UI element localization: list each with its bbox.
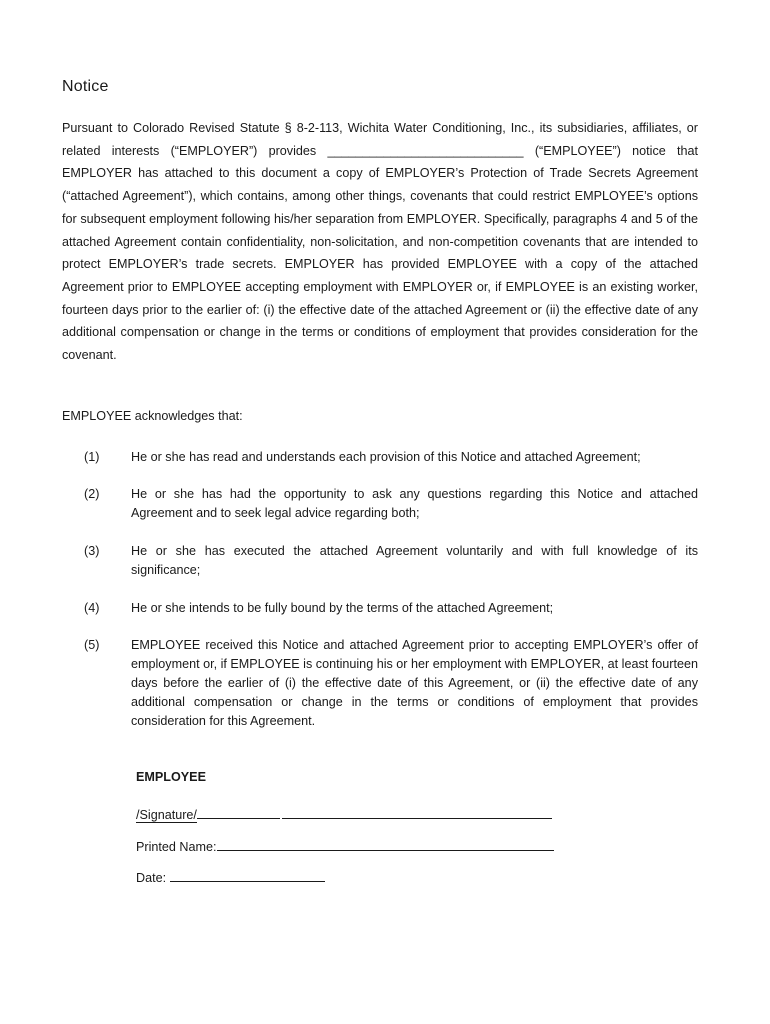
notice-paragraph-part1: Pursuant to Colorado Revised Statute § 8-2-113, Wichita Water Conditioning, Inc., its subsidiaries, affiliates, or related interests (“EMPLOYER”) provides — [62, 121, 698, 158]
list-item-number: (1) — [84, 450, 100, 464]
date-line[interactable] — [170, 869, 325, 882]
signature-line[interactable] — [282, 806, 552, 819]
notice-paragraph-part2: (“EMPLOYEE”) notice that EMPLOYER has attached to this document a copy of EMPLOYER’s Protection of Trade Secrets Agreement (“attached Agreement”), which contains, among other things, covenants that could restrict EMPLOYEE’s options for subsequent employment following his/her separation from EMPLOYER. Specifically, paragraphs 4 and 5 of the attached Agreement contain confidentiality, non-solicitation, and non-competition covenants that are intended to protect EMPLOYER’s trade secrets. EMPLOYER has provided EMPLOYEE with a copy of the attached Agreement prior to EMPLOYEE accepting employment with EMPLOYER or, if EMPLOYEE is an existing worker, fourteen days prior to the earlier of: (i) the effective date of the attached Agreement or (ii) the effective date of any additional compensation or change in the terms or conditions of employment that provides consideration for the covenant. — [62, 143, 698, 363]
date-field[interactable] — [136, 869, 325, 885]
printed-name-line[interactable] — [217, 838, 554, 851]
signature-label: /Signature/ — [136, 808, 197, 822]
date-label: Date: — [136, 871, 167, 885]
signature-heading: EMPLOYEE — [136, 770, 206, 784]
list-item-text: EMPLOYEE received this Notice and attached Agreement prior to accepting EMPLOYER’s offer of employment or, if EMPLOYEE is continuing his or her employment with EMPLOYER, at least fourteen days before the earlier of (i) the effective date of this Agreement, or (ii) the effective date of any additional compensation or change in the terms or conditions of employment that provides consideration for this Agreement. — [131, 638, 698, 728]
list-item-number: (3) — [84, 544, 100, 558]
signature-field[interactable] — [136, 806, 552, 822]
list-item-text: He or she has executed the attached Agreement voluntarily and with full knowledge of its significance; — [131, 544, 698, 577]
list-item-text: He or she has had the opportunity to ask any questions regarding this Notice and attached Agreement and to seek legal advice regarding both; — [131, 487, 698, 520]
list-item-number: (5) — [84, 638, 100, 652]
printed-name-label: Printed Name: — [136, 840, 217, 854]
printed-name-field[interactable] — [136, 838, 554, 854]
list-item-text: He or she intends to be fully bound by the terms of the attached Agreement; — [131, 601, 554, 615]
signature-line-short[interactable] — [197, 806, 280, 819]
list-item-number: (4) — [84, 601, 100, 615]
page-title: Notice — [62, 78, 109, 95]
employee-name-blank: ____________________________ — [327, 143, 524, 158]
acknowledges-heading: EMPLOYEE acknowledges that: — [62, 409, 243, 423]
list-item-number: (2) — [84, 487, 100, 501]
notice-paragraph — [62, 117, 698, 367]
list-item-text: He or she has read and understands each provision of this Notice and attached Agreement; — [131, 450, 641, 464]
